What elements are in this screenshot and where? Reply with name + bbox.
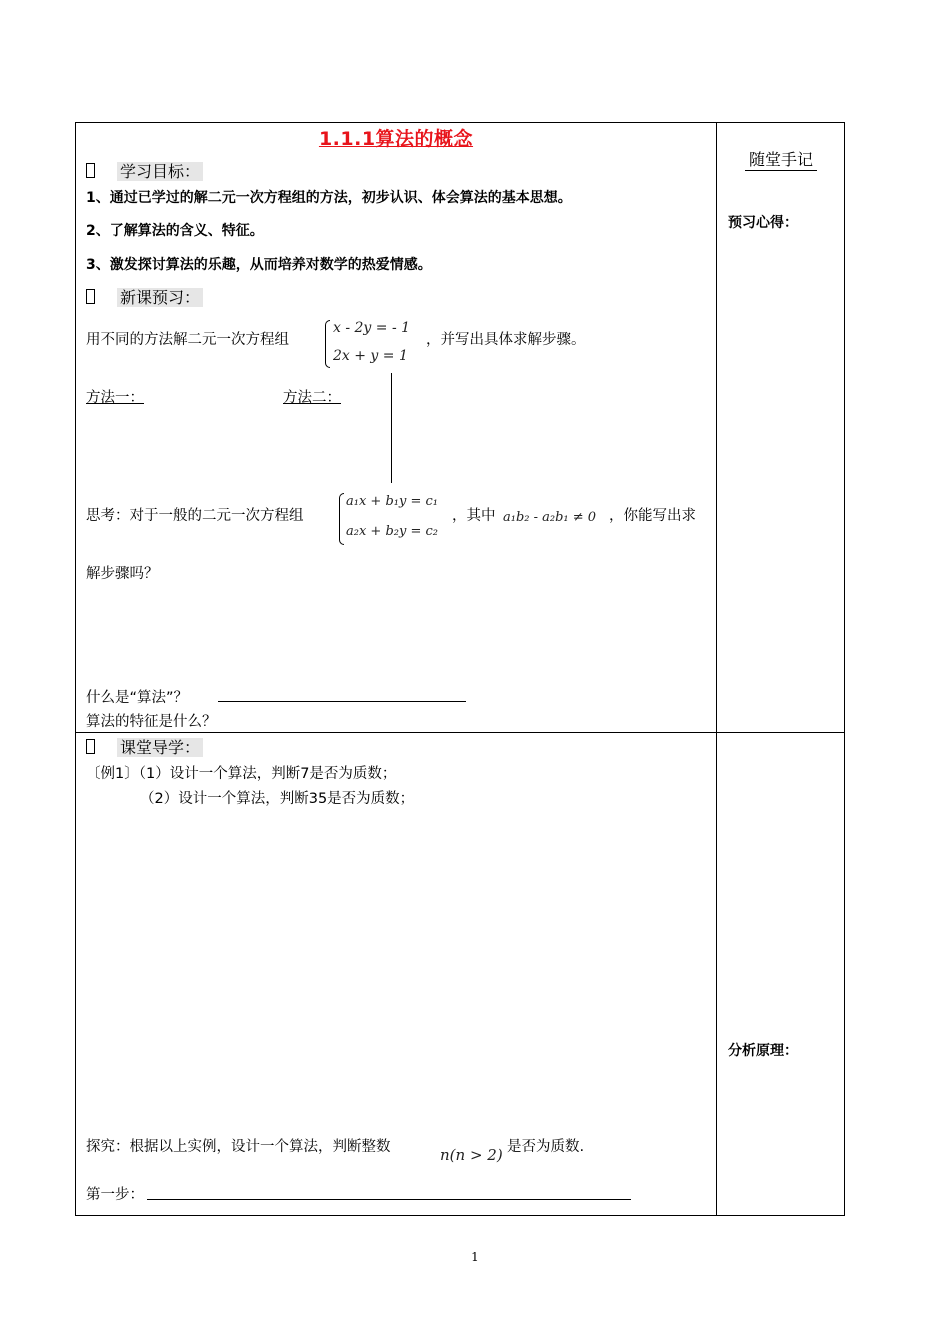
answer-blank-line[interactable]	[218, 701, 466, 702]
objective-item: 2、了解算法的含义、特征。	[86, 223, 264, 239]
think-text-line2: 解步骤吗？	[86, 566, 159, 582]
think-text-mid: ，其中	[452, 508, 496, 524]
method-two-label: 方法二：	[283, 390, 341, 406]
section-label: 课堂导学：	[117, 738, 203, 757]
method-one-label: 方法一：	[86, 390, 144, 406]
section-label: 学习目标：	[117, 162, 203, 181]
explore-text-suffix: 是否为质数.	[507, 1139, 585, 1155]
task-text-suffix: ，并写出具体求解步骤。	[426, 332, 586, 348]
task-text: 用不同的方法解二元一次方程组	[86, 332, 289, 348]
explore-formula: n(n > 2)	[440, 1146, 503, 1164]
equation-line: x - 2y = - 1	[333, 320, 411, 336]
equation-line: a₂x + b₂y = c₂	[346, 524, 438, 539]
row-divider	[75, 732, 845, 733]
think-text-suffix: ，你能写出求	[609, 508, 696, 524]
section-label: 新课预习：	[117, 288, 203, 307]
section-preview-heading	[86, 285, 203, 308]
side-note-analysis: 分析原理：	[728, 1043, 798, 1059]
side-note-preview: 预习心得：	[728, 215, 798, 231]
side-header	[722, 147, 840, 170]
explore-text: 探究：根据以上实例，设计一个算法，判断整数	[86, 1139, 391, 1155]
answer-blank-line[interactable]	[147, 1199, 631, 1200]
objective-item: 1、通过已学过的解二元一次方程组的方法，初步认识、体会算法的基本思想。	[86, 190, 572, 206]
condition-formula: a₁b₂ - a₂b₁ ≠ 0	[503, 510, 597, 525]
question-algorithm-features: 算法的特征是什么？	[86, 714, 217, 730]
objective-item: 3、激发探讨算法的乐趣，从而培养对数学的热爱情感。	[86, 257, 432, 273]
example-line: 〔例1〕（1）设计一个算法，判断7是否为质数；	[86, 766, 397, 782]
example-line: （2）设计一个算法，判断35是否为质数；	[140, 791, 415, 807]
think-text: 思考：对于一般的二元一次方程组	[86, 508, 304, 524]
page-number: 1	[471, 1250, 479, 1264]
section-objectives-heading	[86, 159, 203, 182]
section-guide-heading	[86, 735, 203, 758]
column-divider	[716, 122, 717, 1216]
checkbox-icon	[86, 739, 95, 754]
method-divider	[391, 373, 392, 483]
equation-brace	[339, 493, 344, 545]
step-one-label: 第一步：	[86, 1187, 144, 1203]
equation-line: a₁x + b₁y = c₁	[346, 494, 438, 509]
checkbox-icon	[86, 163, 95, 178]
equation-brace	[325, 320, 330, 368]
checkbox-icon	[86, 289, 95, 304]
question-what-is-algorithm: 什么是“算法”？	[86, 690, 189, 706]
equation-line: 2x + y = 1	[333, 348, 408, 364]
side-header-label: 随堂手记	[745, 150, 817, 171]
page-title: 1.1.1算法的概念	[318, 128, 474, 150]
